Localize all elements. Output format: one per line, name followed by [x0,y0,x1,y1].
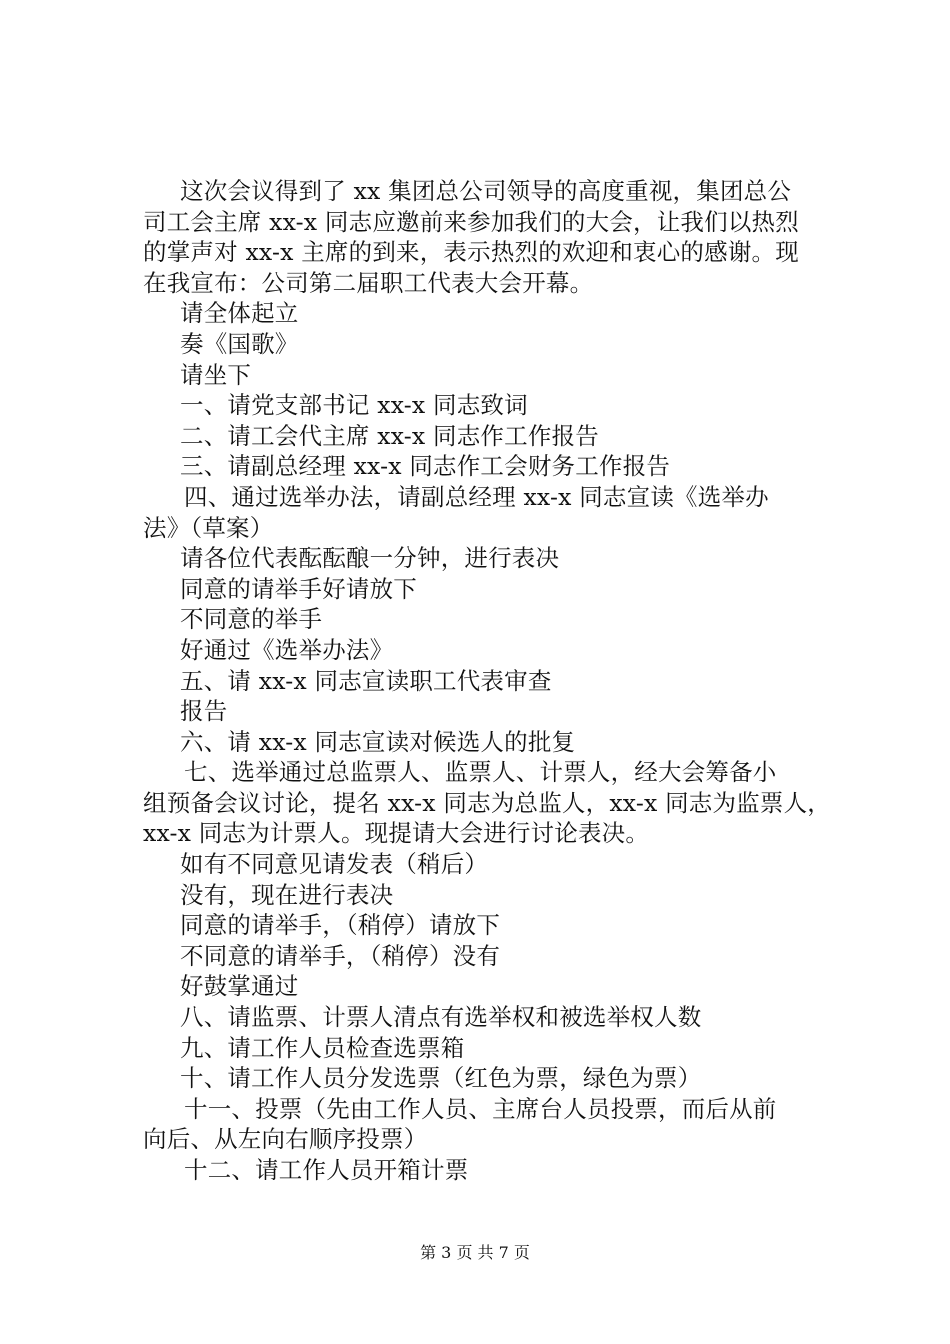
paragraph-line: 司工会主席 xx-x 同志应邀前来参加我们的大会，让我们以热烈 [143,207,799,236]
paragraph-line: 不同意的举手 [180,605,323,634]
paragraph-line: 同意的请举手，（稍停）请放下 [180,911,501,940]
paragraph-line: 好鼓掌通过 [180,972,299,1001]
paragraph-line: 请全体起立 [180,299,299,328]
paragraph-line: 组预备会议讨论，提名 xx-x 同志为总监人，xx-x 同志为监票人， [143,788,831,817]
paragraph-line: 同意的请举手好请放下 [180,574,417,603]
paragraph-line: 六、请 xx-x 同志宣读对候选人的批复 [180,727,576,756]
paragraph-line: 报告 [180,697,228,726]
paragraph-line: 十一、投票（先由工作人员、主席台人员投票，而后从前 [184,1094,777,1123]
paragraph-line: 四、通过选举办法，请副总经理 xx-x 同志宣读《选举办 [184,482,769,511]
paragraph-line: xx-x 同志为计票人。现提请大会进行讨论表决。 [143,819,650,848]
paragraph-line: 九、请工作人员检查选票箱 [180,1033,465,1062]
paragraph-line: 不同意的请举手，（稍停）没有 [180,941,501,970]
paragraph-line: 八、请监票、计票人清点有选举权和被选举权人数 [180,1003,702,1032]
paragraph-line: 这次会议得到了 xx 集团总公司领导的高度重视，集团总公 [180,177,792,205]
paragraph-line: 三、请副总经理 xx-x 同志作工会财务工作报告 [180,452,671,481]
paragraph-line: 的掌声对 xx-x 主席的到来，表示热烈的欢迎和衷心的感谢。现 [143,238,799,267]
paragraph-line: 一、请党支部书记 xx-x 同志致词 [180,391,528,420]
paragraph-line: 在我宣布：公司第二届职工代表大会开幕。 [143,268,594,297]
document-body [143,176,835,1186]
paragraph-line: 十、请工作人员分发选票（红色为票，绿色为票） [180,1064,702,1093]
paragraph-line: 二、请工会代主席 xx-x 同志作工作报告 [180,421,599,450]
paragraph-line: 七、选举通过总监票人、监票人、计票人，经大会筹备小 [184,758,777,787]
paragraph-line: 请各位代表酝酝酿一分钟，进行表决 [180,544,560,573]
paragraph-line: 请坐下 [180,360,252,389]
paragraph-line: 法》（草案） [143,513,274,542]
paragraph-line: 五、请 xx-x 同志宣读职工代表审查 [180,666,552,695]
paragraph-line: 好通过《选举办法》 [180,635,394,664]
paragraph-line: 十二、请工作人员开箱计票 [184,1156,469,1184]
paragraph-line: 奏《国歌》 [180,329,299,358]
paragraph-line: 如有不同意见请发表（稍后） [180,850,489,879]
paragraph-line: 向后、从左向右顺序投票） [143,1125,428,1154]
paragraph-line: 没有，现在进行表决 [180,880,394,909]
page-number-footer: 第 3 页 共 7 页 [420,1243,530,1262]
